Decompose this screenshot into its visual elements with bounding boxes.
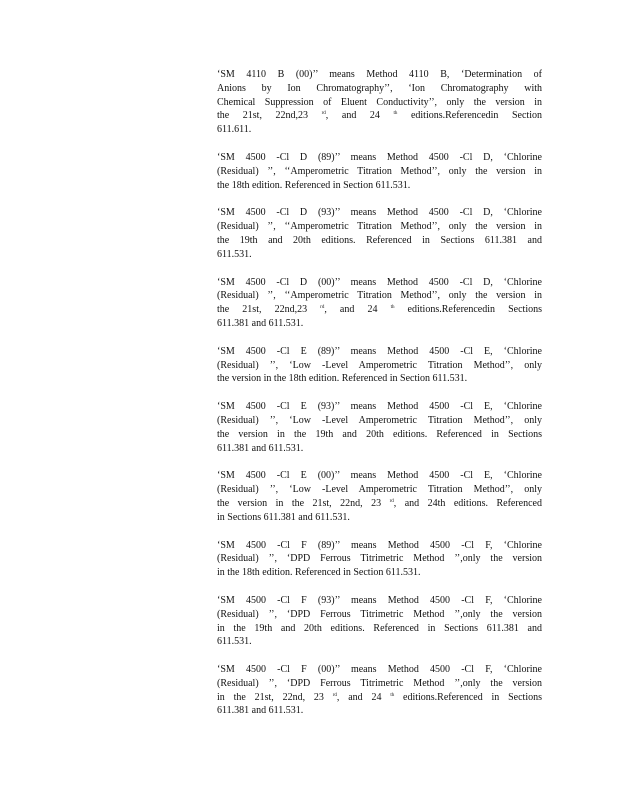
definition-line: ‘SM 4500 -Cl D (89)’’ means Method 4500 -Cl D, ‘Chlorine [217, 151, 542, 163]
definition-line: ‘SM 4500 -Cl F (89)’’ means Method 4500 -Cl F, ‘Chlorine [217, 539, 542, 551]
definition-line: Anions by Ion Chromatography’’, ‘Ion Chromatography with [217, 82, 542, 94]
definition-entry [217, 594, 542, 649]
definition-line: Chemical Suppression of Eluent Conductivity’’, only the version in [217, 96, 542, 108]
definition-line: (Residual) ’’, ‘Low -Level Amperometric Titration Method’’, only [217, 484, 542, 496]
definition-line: (Residual) ’’, ‘‘Amperometric Titration Method’’, only the version in [217, 290, 542, 302]
definition-line: ‘SM 4500 -Cl E (93)’’ means Method 4500 -Cl E, ‘Chlorine [217, 401, 542, 413]
definition-line: the version in the 18th edition. Referenced in Section 611.531. [217, 373, 468, 385]
definition-line: the version in the 21st, 22nd, 23 $^{rd}$, and 24th editions. Referenced [217, 497, 542, 509]
definition-entry [217, 469, 542, 524]
definition-line: the 18th edition. Referenced in Section 611.531. [217, 179, 411, 191]
definition-line: ‘SM 4500 -Cl D (00)’’ means Method 4500 -Cl D, ‘Chlorine [217, 276, 542, 288]
definitions-column [217, 68, 542, 732]
definition-line: 611.381 and 611.531. [217, 705, 304, 717]
definition-line: the 21st, 22nd,23 $^{rd}$, and 24 $^{th}$ editions.Referencedin Sections [217, 304, 542, 316]
definition-line: (Residual) ’’, ‘DPD Ferrous Titrimetric Method ’’,only the version [217, 677, 542, 689]
definition-line: in the 19th and 20th editions. Referenced in Sections 611.381 and [217, 622, 542, 634]
ordinal-superscript: rd [332, 692, 337, 698]
ordinal-superscript: rd [321, 111, 326, 117]
definition-entry [217, 151, 542, 192]
definition-line: ‘SM 4500 -Cl E (00)’’ means Method 4500 -Cl E, ‘Chlorine [217, 470, 542, 482]
ordinal-superscript: rd [389, 498, 394, 504]
definition-line: (Residual) ’’, ‘Low -Level Amperometric Titration Method’’, only [217, 414, 542, 426]
definition-line: ‘SM 4500 -Cl E (89)’’ means Method 4500 -Cl E, ‘Chlorine [217, 345, 542, 357]
ordinal-superscript: th [393, 111, 398, 117]
definition-line: 611.381 and 611.531. [217, 317, 304, 329]
definition-line: 611.531. [217, 636, 252, 648]
definition-line: ‘SM 4110 B (00)’’ means Method 4110 B, ‘Determination of [217, 69, 542, 80]
definition-line: (Residual) ’’, ‘DPD Ferrous Titrimetric Method ’’,only the version [217, 608, 542, 620]
definition-line: the version in the 19th and 20th editions. Referenced in Sections [217, 428, 542, 440]
definition-line: in Sections 611.381 and 611.531. [217, 511, 350, 523]
definition-entry [217, 276, 542, 331]
definition-line: (Residual) ’’, ‘Low -Level Amperometric Titration Method’’, only [217, 359, 542, 371]
ordinal-superscript: th [390, 692, 395, 698]
definition-entry [217, 206, 542, 261]
definition-line: the 19th and 20th editions. Referenced in Sections 611.381 and [217, 234, 542, 246]
definition-line: in the 21st, 22nd, 23 $^{rd}$, and 24 $^{th}$ editions.Referenced in Sections [217, 691, 542, 703]
definition-entry [217, 345, 542, 386]
definition-line: 611.611. [217, 124, 252, 136]
definition-line: 611.381 and 611.531. [217, 442, 304, 454]
definition-entry [217, 539, 542, 580]
definition-line: (Residual) ’’, ‘‘Amperometric Titration Method’’, only the version in [217, 221, 542, 233]
definition-line: (Residual) ’’, ‘DPD Ferrous Titrimetric Method ’’,only the version [217, 553, 542, 565]
definition-line: ‘SM 4500 -Cl F (00)’’ means Method 4500 -Cl F, ‘Chlorine [217, 664, 542, 676]
definition-line: the 21st, 22nd,23 $^{rd}$, and 24 $^{th}$ editions.Referencedin Section [217, 110, 542, 122]
definition-line: (Residual) ’’, ‘‘Amperometric Titration Method’’, only the version in [217, 165, 542, 177]
definition-line: ‘SM 4500 -Cl D (93)’’ means Method 4500 -Cl D, ‘Chlorine [217, 207, 542, 219]
ordinal-superscript: rd [320, 305, 325, 311]
definition-line: in the 18th edition. Referenced in Section 611.531. [217, 567, 421, 579]
definition-entry [217, 663, 542, 718]
definition-line: ‘SM 4500 -Cl F (93)’’ means Method 4500 -Cl F, ‘Chlorine [217, 594, 542, 606]
definition-line: 611.531. [217, 248, 252, 260]
ordinal-superscript: th [390, 305, 395, 311]
definition-entry [217, 68, 542, 137]
definition-entry [217, 400, 542, 455]
